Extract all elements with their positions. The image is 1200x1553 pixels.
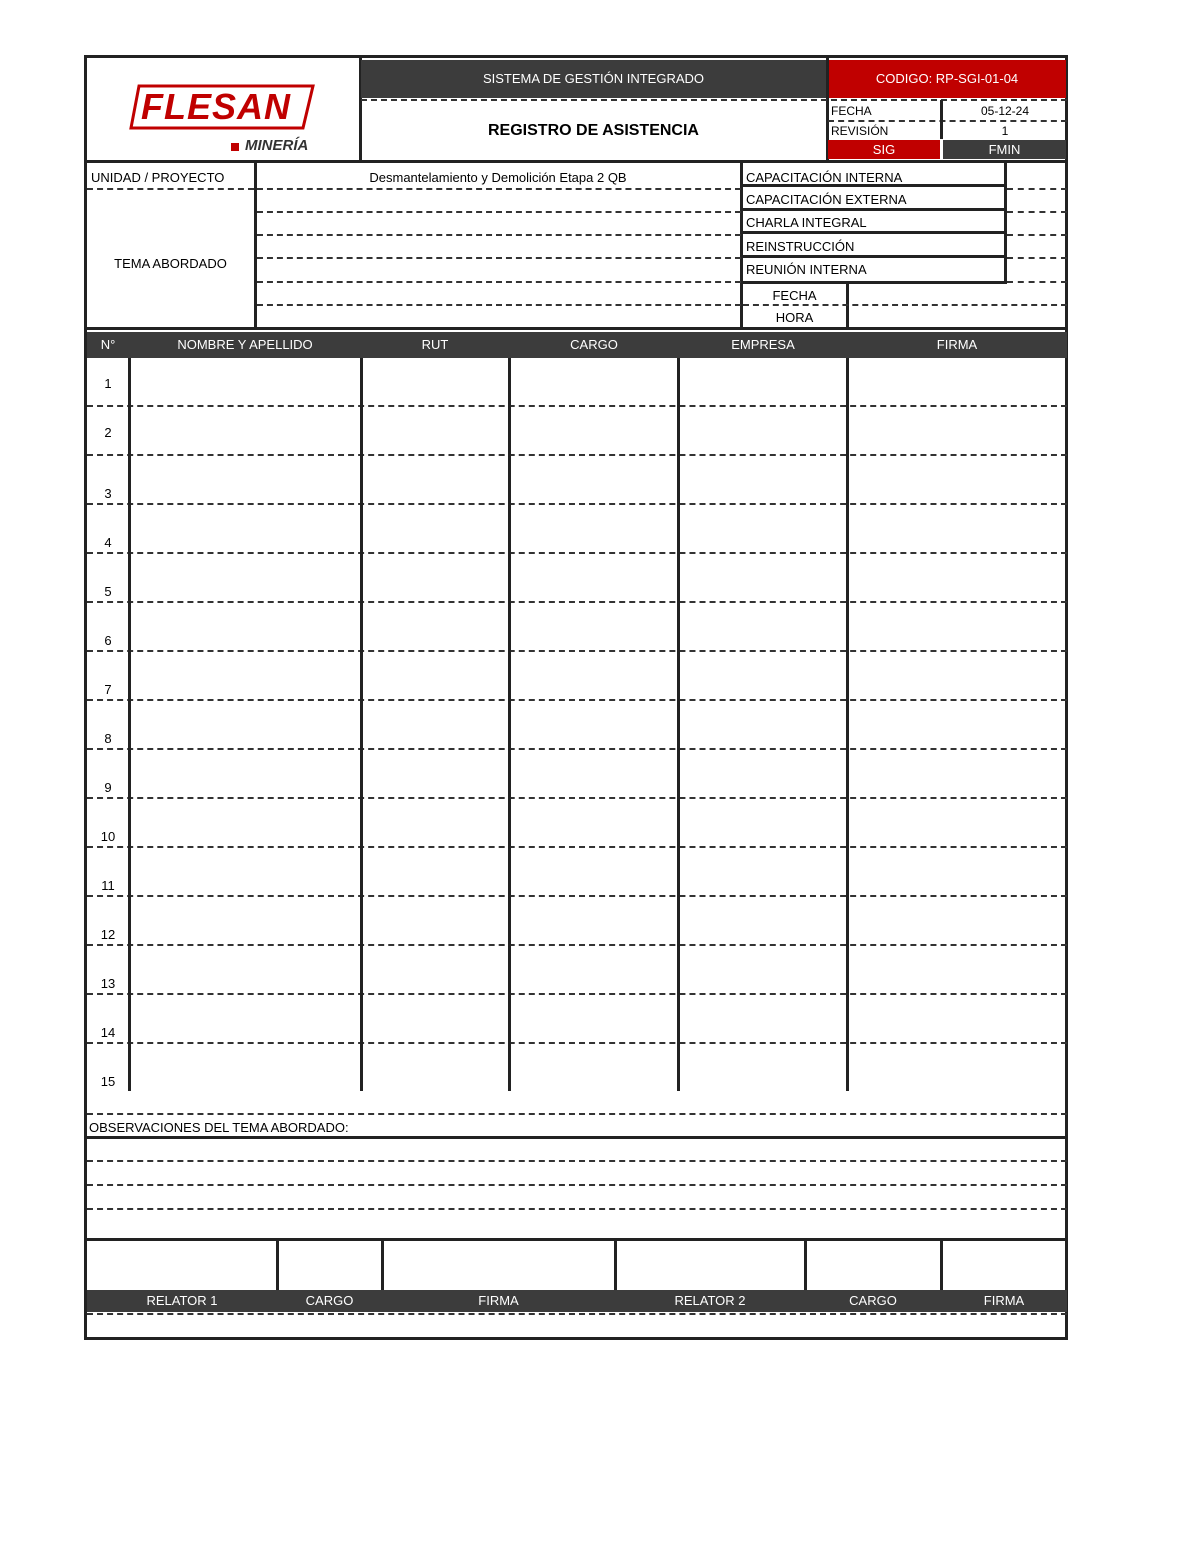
table-row[interactable]: [87, 554, 1067, 603]
col-nombre: NOMBRE Y APELLIDO: [177, 337, 313, 352]
row-number: 12: [100, 927, 116, 942]
code-text: CODIGO: RP-SGI-01-04: [875, 71, 1019, 86]
footer-cargo1: CARGO: [305, 1293, 354, 1308]
system-title: [361, 60, 826, 98]
row-number: 11: [101, 878, 115, 893]
footer-cargo2: CARGO: [849, 1293, 897, 1308]
table-row[interactable]: [87, 652, 1067, 701]
header-fecha-value: 05-12-24: [980, 104, 1030, 118]
table-row[interactable]: [87, 701, 1067, 750]
sig-badge: [828, 140, 940, 159]
doc-title: [361, 100, 826, 161]
option-capacitacion-interna[interactable]: CAPACITACIÓN INTERNA: [746, 170, 903, 185]
row-number: 14: [100, 1025, 116, 1040]
hora-label: HORA: [775, 310, 814, 325]
footer-firma2: FIRMA: [983, 1293, 1025, 1308]
row-number: 6: [104, 633, 112, 648]
table-row[interactable]: [87, 946, 1067, 995]
row-number: 9: [104, 780, 112, 795]
footer-relator1: RELATOR 1: [146, 1293, 218, 1308]
doc-title-text: REGISTRO DE ASISTENCIA: [488, 122, 699, 139]
table-row[interactable]: [87, 995, 1067, 1044]
sig-text: SIG: [872, 142, 896, 157]
unidad-label: UNIDAD / PROYECTO: [91, 170, 225, 185]
flesan-logo: [127, 80, 317, 160]
table-row[interactable]: [87, 848, 1067, 897]
header-fecha-label: FECHA: [831, 104, 872, 118]
attendance-form: [84, 55, 1068, 1340]
table-header: [87, 332, 1067, 358]
option-charla-integral[interactable]: CHARLA INTEGRAL: [746, 215, 867, 230]
table-row[interactable]: [87, 1044, 1067, 1093]
observations-label: OBSERVACIONES DEL TEMA ABORDADO:: [89, 1120, 349, 1135]
col-empresa: EMPRESA: [731, 337, 795, 352]
table-row[interactable]: [87, 505, 1067, 554]
option-reinstruccion[interactable]: REINSTRUCCIÓN: [746, 239, 855, 254]
table-row[interactable]: [87, 799, 1067, 848]
option-capacitacion-externa[interactable]: CAPACITACIÓN EXTERNA: [746, 192, 907, 207]
row-number: 3: [104, 486, 112, 501]
brand-name: FLESAN: [141, 86, 291, 127]
code-badge: [828, 60, 1066, 98]
table-row[interactable]: [87, 897, 1067, 946]
table-row[interactable]: [87, 456, 1067, 505]
fmin-text: FMIN: [988, 142, 1021, 157]
fecha-label: FECHA: [772, 288, 817, 303]
table-row[interactable]: [87, 358, 1067, 407]
option-reunion-interna[interactable]: REUNIÓN INTERNA: [746, 262, 867, 277]
table-row[interactable]: [87, 407, 1067, 456]
system-title-text: SISTEMA DE GESTIÓN INTEGRADO: [482, 71, 705, 86]
fmin-badge: [943, 140, 1066, 159]
row-number: 2: [104, 425, 112, 440]
col-num: N°: [100, 337, 116, 352]
col-cargo: CARGO: [570, 337, 618, 352]
row-number: 4: [104, 535, 112, 550]
header-revision-value: 1: [1001, 124, 1009, 138]
row-number: 5: [104, 584, 112, 599]
col-rut: RUT: [421, 337, 449, 352]
row-number: 10: [100, 829, 116, 844]
tema-label: TEMA ABORDADO: [114, 256, 227, 271]
brand-sub: MINERÍA: [245, 137, 309, 154]
footer-header: [87, 1290, 1067, 1312]
header-revision-label: REVISIÓN: [831, 124, 889, 138]
row-number: 13: [100, 976, 116, 991]
footer-relator2: RELATOR 2: [674, 1293, 746, 1308]
row-number: 15: [100, 1074, 116, 1089]
brand-sub-square: [231, 143, 239, 151]
footer-firma1: FIRMA: [478, 1293, 519, 1308]
row-number: 7: [104, 682, 112, 697]
col-firma: FIRMA: [936, 337, 978, 352]
table-row[interactable]: [87, 750, 1067, 799]
attendance-table: [87, 358, 1067, 1093]
row-number: 8: [104, 731, 112, 746]
table-row[interactable]: [87, 603, 1067, 652]
unidad-value[interactable]: Desmantelamiento y Demolición Etapa 2 QB: [369, 170, 627, 185]
row-number: 1: [104, 376, 112, 391]
